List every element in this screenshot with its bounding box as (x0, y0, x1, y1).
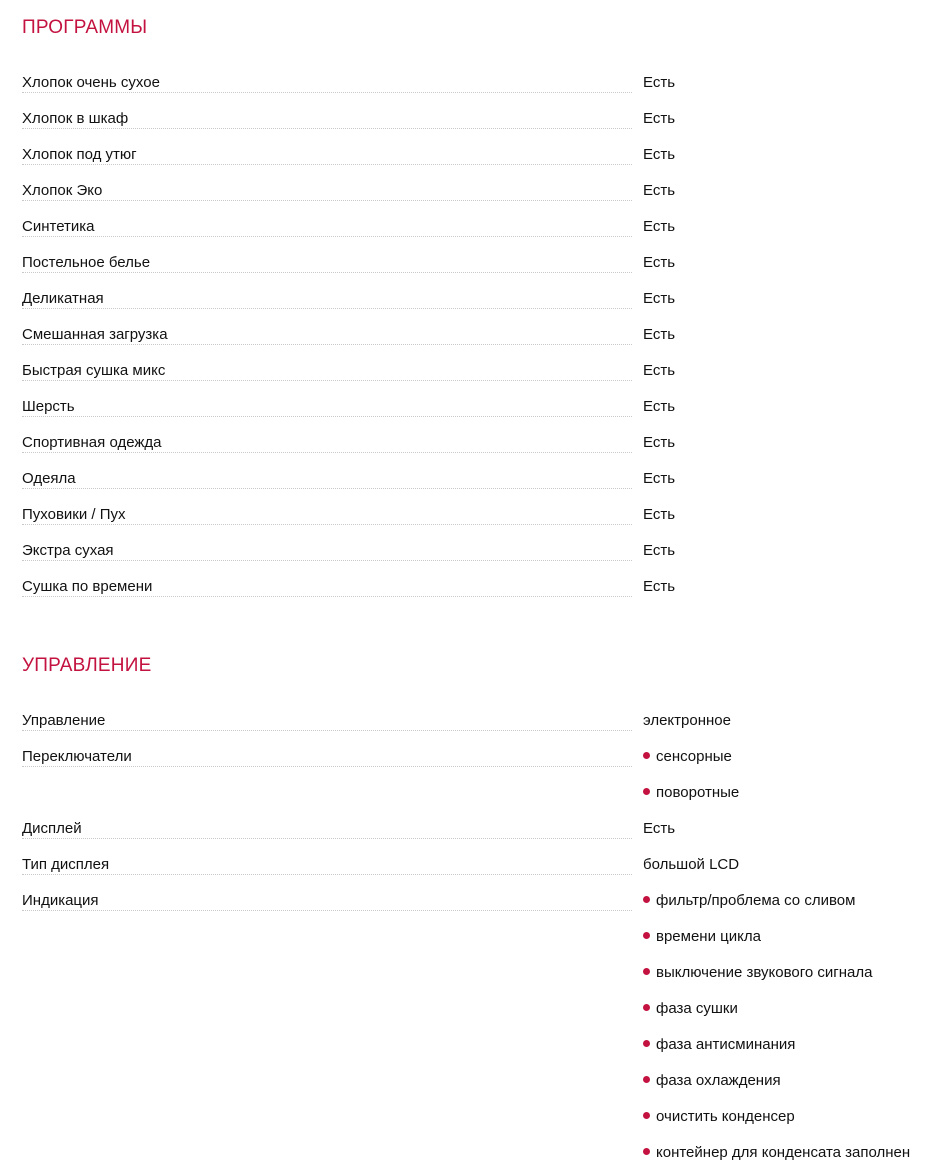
spec-label-cell (22, 210, 632, 246)
spec-label-cell (22, 740, 632, 776)
spec-value: Есть (643, 182, 676, 199)
spec-row (22, 570, 936, 606)
spec-values (632, 570, 675, 606)
spec-values (632, 282, 675, 318)
spec-label-cell (22, 426, 632, 462)
control-spec-list (22, 704, 936, 1172)
spec-label: Хлопок Эко (22, 174, 110, 200)
dotted-leader (22, 308, 632, 309)
spec-row (22, 848, 936, 884)
spec-values (632, 390, 675, 426)
dotted-leader (22, 272, 632, 273)
dotted-leader (22, 874, 632, 875)
spec-value: Есть (643, 254, 676, 271)
spec-values (632, 354, 675, 390)
spec-label: Тип дисплея (22, 848, 117, 874)
spec-row (22, 138, 936, 174)
spec-values (632, 174, 675, 210)
spec-label: Пуховики / Пух (22, 498, 134, 524)
spec-row (22, 390, 936, 426)
spec-label: Хлопок очень сухое (22, 66, 168, 92)
spec-row (22, 740, 936, 812)
spec-value: Есть (643, 434, 676, 451)
spec-label-cell (22, 570, 632, 606)
spec-value-bulleted: очистить конденсер (643, 1100, 910, 1136)
spec-values (632, 462, 675, 498)
dotted-leader (22, 596, 632, 597)
spec-row (22, 704, 936, 740)
spec-label-cell (22, 884, 632, 920)
spec-label: Деликатная (22, 282, 112, 308)
spec-label-cell (22, 174, 632, 210)
spec-row (22, 318, 936, 354)
spec-label: Быстрая сушка микс (22, 354, 173, 380)
spec-value: Есть (643, 290, 676, 307)
dotted-leader (22, 730, 632, 731)
spec-value-bulleted: контейнер для конденсата заполнен (643, 1136, 910, 1172)
dotted-leader (22, 452, 632, 453)
spec-value: Есть (643, 820, 676, 837)
spec-values (632, 210, 675, 246)
dotted-leader (22, 164, 632, 165)
spec-value-bulleted: фильтр/проблема со сливом (643, 884, 910, 920)
spec-label: Дисплей (22, 812, 90, 838)
spec-value-bulleted: выключение звукового сигнала (643, 956, 910, 992)
spec-label: Спортивная одежда (22, 426, 170, 452)
dotted-leader (22, 766, 632, 767)
spec-value-bulleted: поворотные (643, 776, 739, 812)
spec-value: Есть (643, 398, 676, 415)
spec-row (22, 354, 936, 390)
section-divider-gap (22, 606, 936, 655)
spec-values (632, 102, 675, 138)
spec-label-cell (22, 704, 632, 740)
spec-label: Управление (22, 704, 113, 730)
dotted-leader (22, 838, 632, 839)
spec-label: Хлопок под утюг (22, 138, 145, 164)
spec-value: Есть (643, 146, 676, 163)
spec-label-cell (22, 102, 632, 138)
spec-value-bulleted: фаза антисминания (643, 1028, 910, 1064)
spec-label-cell (22, 812, 632, 848)
spec-row (22, 462, 936, 498)
spec-label-cell (22, 534, 632, 570)
spec-label: Шерсть (22, 390, 83, 416)
dotted-leader (22, 560, 632, 561)
spec-label-cell (22, 390, 632, 426)
dotted-leader (22, 344, 632, 345)
dotted-leader (22, 488, 632, 489)
dotted-leader (22, 524, 632, 525)
spec-label: Одеяла (22, 462, 84, 488)
programs-spec-list (22, 66, 936, 606)
spec-values (632, 848, 739, 884)
spec-label-cell (22, 246, 632, 282)
spec-value: электронное (643, 712, 731, 729)
spec-label: Сушка по времени (22, 570, 160, 596)
spec-row (22, 498, 936, 534)
spec-value-bulleted: сенсорные (643, 740, 739, 776)
spec-row (22, 102, 936, 138)
spec-values (632, 740, 739, 812)
spec-row (22, 426, 936, 462)
spec-row (22, 174, 936, 210)
spec-values (632, 534, 675, 570)
spec-label-cell (22, 462, 632, 498)
dotted-leader (22, 416, 632, 417)
spec-row (22, 812, 936, 848)
spec-value: Есть (643, 110, 676, 127)
spec-values (632, 704, 731, 740)
spec-value-bulleted: фаза сушки (643, 992, 910, 1028)
spec-value: Есть (643, 326, 676, 343)
spec-values (632, 246, 675, 282)
dotted-leader (22, 128, 632, 129)
spec-values (632, 318, 675, 354)
spec-value-bulleted: фаза охлаждения (643, 1064, 910, 1100)
spec-values (632, 498, 675, 534)
spec-label-cell (22, 354, 632, 390)
section-title-control: УПРАВЛЕНИЕ (22, 655, 152, 676)
spec-label-cell (22, 66, 632, 102)
spec-values (632, 884, 910, 1172)
section-title-programs: ПРОГРАММЫ (22, 17, 148, 38)
spec-row (22, 246, 936, 282)
spec-values (632, 812, 675, 848)
spec-values (632, 426, 675, 462)
spec-value-bulleted: времени цикла (643, 920, 910, 956)
spec-value: Есть (643, 74, 676, 91)
spec-label: Синтетика (22, 210, 103, 236)
spec-value: Есть (643, 470, 676, 487)
spec-label: Переключатели (22, 740, 140, 766)
dotted-leader (22, 200, 632, 201)
spec-value: Есть (643, 506, 676, 523)
dotted-leader (22, 910, 632, 911)
spec-label-cell (22, 138, 632, 174)
spec-label-cell (22, 848, 632, 884)
spec-value: Есть (643, 218, 676, 235)
spec-value: большой LCD (643, 856, 740, 873)
spec-label: Экстра сухая (22, 534, 122, 560)
spec-row (22, 66, 936, 102)
spec-row (22, 534, 936, 570)
spec-values (632, 138, 675, 174)
spec-row (22, 884, 936, 1172)
spec-row (22, 210, 936, 246)
spec-values (632, 66, 675, 102)
spec-label-cell (22, 318, 632, 354)
spec-value: Есть (643, 578, 676, 595)
spec-label-cell (22, 282, 632, 318)
spec-value: Есть (643, 542, 676, 559)
spec-label: Смешанная загрузка (22, 318, 176, 344)
dotted-leader (22, 92, 632, 93)
spec-label: Хлопок в шкаф (22, 102, 136, 128)
spec-value: Есть (643, 362, 676, 379)
spec-label: Постельное белье (22, 246, 158, 272)
spec-row (22, 282, 936, 318)
dotted-leader (22, 236, 632, 237)
dotted-leader (22, 380, 632, 381)
spec-label-cell (22, 498, 632, 534)
spec-label: Индикация (22, 884, 107, 910)
